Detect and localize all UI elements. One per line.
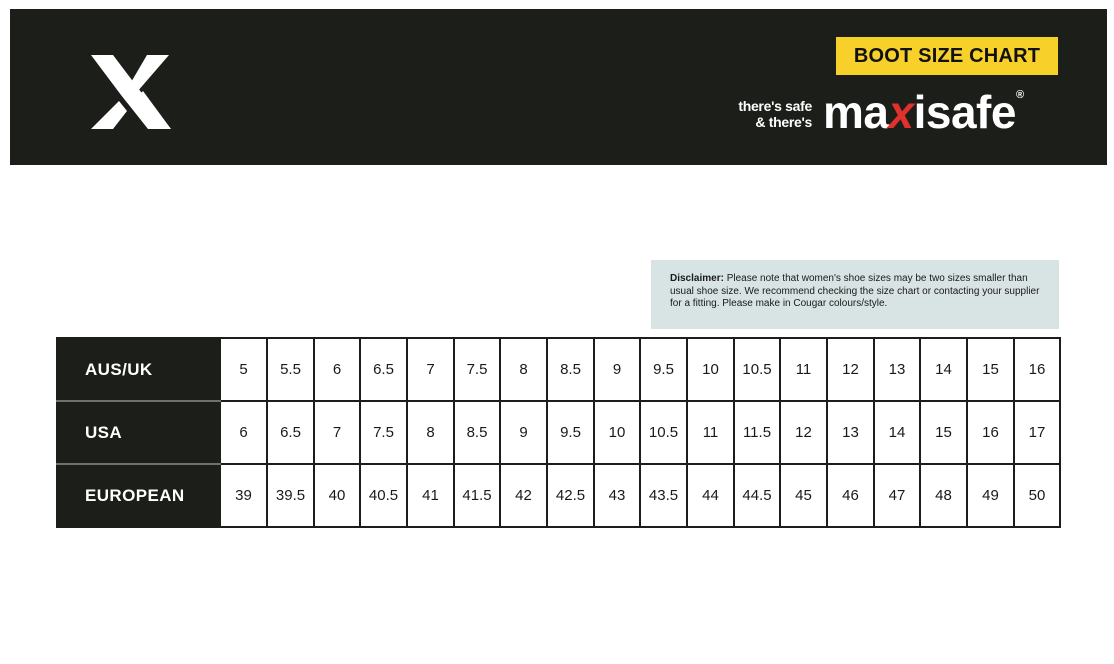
size-cell: 11.5 [734,401,780,464]
size-cell: 12 [780,401,827,464]
disclaimer-text: Please note that women's shoe sizes may be two sizes smaller than usual shoe size. We recommend checking the size chart or contacting your supplier for a fitting. Please make in Cougar colours/style. [670,273,1040,309]
size-cell: 9.5 [547,401,594,464]
size-cell: 45 [780,464,827,527]
size-table-body [57,338,1060,527]
header-banner [10,9,1107,165]
size-cell: 15 [920,401,967,464]
size-cell: 43.5 [640,464,687,527]
size-cell: 47 [874,464,920,527]
brand-x: x [888,86,914,138]
size-cell: 16 [1014,338,1060,401]
size-cell: 46 [827,464,874,527]
chart-title-badge: BOOT SIZE CHART [836,37,1058,75]
size-row-european [57,464,1060,527]
size-cell: 16 [967,401,1014,464]
size-cell: 8.5 [454,401,500,464]
size-cell: 11 [780,338,827,401]
size-cell: 5.5 [267,338,314,401]
size-cell: 50 [1014,464,1060,527]
x-logo-icon [91,55,171,129]
size-cell: 9 [594,338,640,401]
size-cell: 7 [314,401,360,464]
row-label: AUS/UK [57,338,220,401]
size-cell: 14 [874,401,920,464]
brand-suffix: isafe [913,86,1016,138]
size-cell: 10.5 [640,401,687,464]
size-cell: 44 [687,464,734,527]
registered-mark: ® [1015,89,1024,101]
size-cell: 39 [220,464,267,527]
size-table [56,337,1061,528]
disclaimer-box [651,260,1059,329]
tagline-line-1: there's safe [738,98,812,114]
size-cell: 6.5 [360,338,407,401]
size-cell: 5 [220,338,267,401]
size-cell: 13 [874,338,920,401]
size-cell: 11 [687,401,734,464]
size-cell: 10 [594,401,640,464]
size-cell: 17 [1014,401,1060,464]
size-cell: 9 [500,401,547,464]
size-row-usa [57,401,1060,464]
row-label: USA [57,401,220,464]
size-cell: 48 [920,464,967,527]
brand-tagline [722,98,812,130]
size-cell: 8 [407,401,454,464]
size-cell: 41.5 [454,464,500,527]
size-cell: 10 [687,338,734,401]
size-cell: 42.5 [547,464,594,527]
size-cell: 6.5 [267,401,314,464]
size-cell: 8 [500,338,547,401]
row-label: EUROPEAN [57,464,220,527]
size-cell: 10.5 [734,338,780,401]
size-cell: 39.5 [267,464,314,527]
size-cell: 43 [594,464,640,527]
size-cell: 9.5 [640,338,687,401]
size-row-aus-uk [57,338,1060,401]
size-cell: 14 [920,338,967,401]
brand-wordmark [823,85,1024,139]
brand-prefix: ma [823,86,889,138]
size-cell: 13 [827,401,874,464]
size-cell: 7.5 [360,401,407,464]
size-cell: 15 [967,338,1014,401]
size-cell: 8.5 [547,338,594,401]
size-cell: 44.5 [734,464,780,527]
size-cell: 42 [500,464,547,527]
size-cell: 40.5 [360,464,407,527]
size-cell: 6 [314,338,360,401]
size-cell: 7.5 [454,338,500,401]
size-cell: 41 [407,464,454,527]
tagline-line-2: & there's [755,114,812,130]
size-cell: 7 [407,338,454,401]
disclaimer-lead: Disclaimer: [670,273,724,284]
size-cell: 40 [314,464,360,527]
size-cell: 49 [967,464,1014,527]
size-cell: 12 [827,338,874,401]
size-cell: 6 [220,401,267,464]
